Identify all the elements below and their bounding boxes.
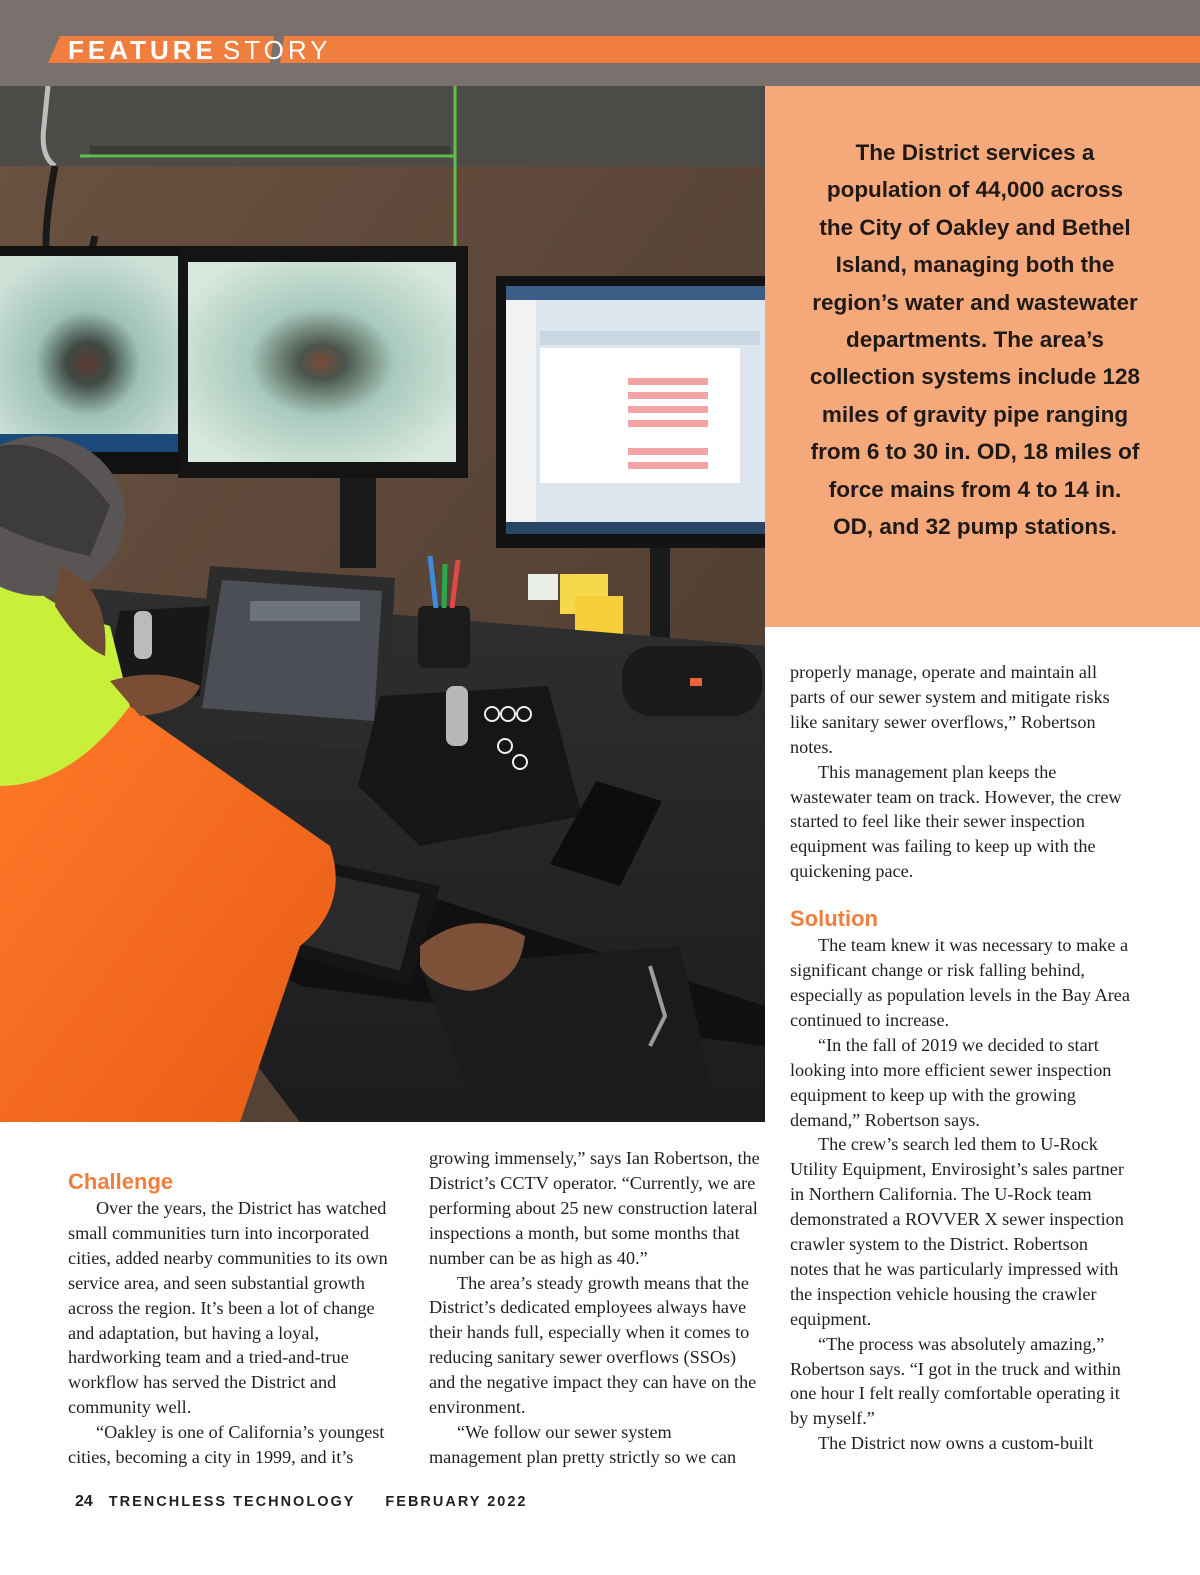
article-column-3 xyxy=(790,660,1130,1456)
paragraph: This management plan keeps the wastewater team on track. However, the crew started to feel like their sewer inspection equipment was failing to keep up with the quickening pace. xyxy=(790,761,1122,882)
publication-name: TRENCHLESS TECHNOLOGY xyxy=(108,1494,356,1510)
paragraph: “We follow our sewer system management plan pretty strictly so we can xyxy=(429,1421,737,1467)
section-label-bold: FEATURE xyxy=(68,35,217,65)
paragraph: “In the fall of 2019 we decided to start looking into more efficient sewer inspection equipment to keep up with the growing demand,” Robertson says. xyxy=(790,1034,1112,1130)
section-label xyxy=(68,34,332,66)
paragraph: The area’s steady growth means that the District’s dedicated employees always have their hands full, especially when it comes to reducing sanitary sewer overflows (SSOs) and the negative impact they can have on the environment. xyxy=(429,1272,757,1418)
paragraph: The District now owns a custom-built xyxy=(818,1433,1094,1454)
paragraph: “Oakley is one of California’s youngest cities, becoming a city in 1999, and it’s xyxy=(68,1422,385,1468)
section-heading-solution: Solution xyxy=(790,906,878,932)
issue-date: FEBRUARY 2022 xyxy=(385,1494,528,1510)
article-column-1 xyxy=(68,1168,403,1470)
paragraph: “The process was absolutely amazing,” Robertson says. “I got in the truck and within one hour I felt really comfortable operating it by myself.” xyxy=(790,1333,1121,1429)
paragraph: Over the years, the District has watched small communities turn into incorporated cities, added nearby communities to its own service area, and seen substantial growth across the region. It’s been a lot of change and adaptation, but having a loyal, hardworking team and a tried-and-true workflow has served the District and community well. xyxy=(68,1198,388,1418)
pull-quote: The District services a population of 44,000 across the City of Oakley and Bethel Island, managing both the region’s water and wastewater departments. The area’s collection systems include 128 miles of gravity pipe ranging from 6 to 30 in. OD, 18 miles of force mains from 4 to 14 in. OD, and 32 pump stations. xyxy=(809,140,1141,540)
paragraph: growing immensely,” says Ian Robertson, the District’s CCTV operator. “Currently, we are performing about 25 new construction lateral inspections a month, but some months that number can be as high as 40.” xyxy=(429,1148,760,1268)
feature-photo xyxy=(0,86,765,1122)
page-footer xyxy=(75,1493,527,1511)
section-heading-challenge: Challenge xyxy=(68,1169,174,1194)
paragraph: properly manage, operate and maintain all parts of our sewer system and mitigate risks like sanitary sewer overflows,” Robertson notes. xyxy=(790,662,1110,757)
paragraph: The team knew it was necessary to make a significant change or risk falling behind, especially as population levels in the Bay Area continued to increase. xyxy=(790,935,1130,1030)
article-column-2 xyxy=(429,1146,764,1470)
page-number: 24 xyxy=(75,1493,93,1510)
paragraph: The crew’s search led them to U-Rock Utility Equipment, Envirosight’s sales partner in Northern California. The U-Rock team demonstrated a ROVVER X sewer inspection crawler system to the District. Robertson notes that he was particularly impressed with the inspection vehicle housing the crawler equipment. xyxy=(790,1134,1124,1329)
section-label-light: STORY xyxy=(222,35,332,65)
